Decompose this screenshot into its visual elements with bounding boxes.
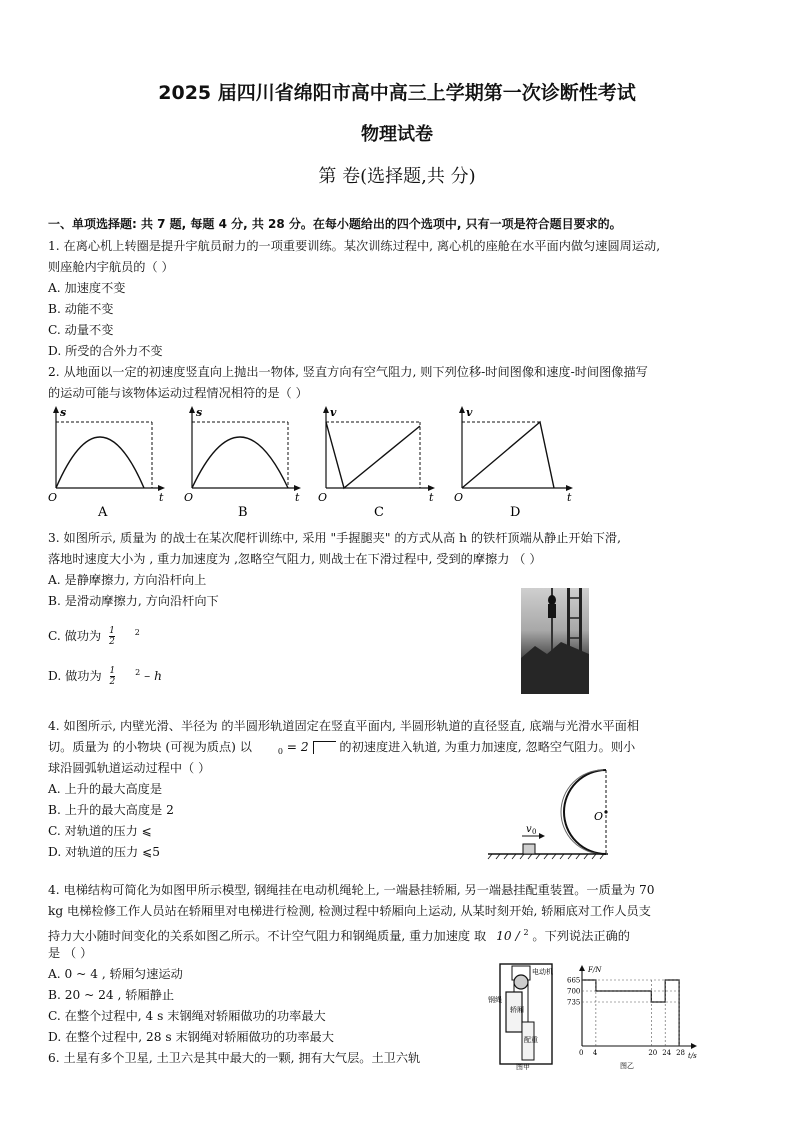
q5-stem-line3-pre: 持力大小随时间变化的关系如图乙所示。不计空气阻力和钢绳质量, 重力加速度 取 (48, 929, 487, 944)
chart-caption: 图乙 (620, 1062, 634, 1070)
q4-stem-line1: 4. 如图所示, 内壁光滑、半径为 的半圆形轨道固定在竖直平面内, 半圆形轨道的直径竖直, 底端与光滑水平面相 (48, 719, 640, 733)
elevator-diagram (486, 962, 562, 1070)
q5-g-sup: 2 (523, 928, 529, 937)
x-tick-label-4: 4 (592, 1049, 598, 1057)
q4-option-a: A. 上升的最大高度是 (48, 782, 163, 796)
q3-option-a: A. 是静摩擦力, 方向沿杆向上 (48, 573, 207, 587)
graph-b (184, 406, 301, 520)
q5-option-d: D. 在整个过程中, 28 s 末钢绳对轿厢做功的功率最大 (48, 1030, 334, 1044)
q3-stem-line2: 落地时速度大小为 , 重力加速度为 ,忽略空气阻力, 则战士在下滑过程中, 受到的摩擦力 （ ） (48, 552, 542, 566)
photo-illustration (521, 588, 589, 694)
graph-a-xaxis: t (159, 491, 164, 504)
frac-num: 1 (109, 626, 115, 637)
climbing-soldier-photo (521, 588, 589, 694)
q5-option-b: B. 20 ~ 24 , 轿厢静止 (48, 988, 175, 1002)
q5-option-a: A. 0 ~ 4 , 轿厢匀速运动 (48, 967, 183, 981)
graph-d-origin: O (454, 491, 464, 504)
graph-a-label: A (98, 505, 108, 520)
q4-v0-eq: = 2 (286, 740, 309, 754)
q4-v0-sub: 0 (277, 747, 283, 757)
graph-b-label: B (238, 505, 248, 520)
q4-stem-line2-pre: 切。质量为 的小物块 (可视为质点) 以 (48, 740, 252, 754)
fig-center-label: O (594, 810, 604, 823)
sqrt-sign (313, 741, 336, 754)
y-tick-label-665: 735 (567, 998, 581, 1007)
q3-option-b: B. 是滑动摩擦力, 方向沿杆向下 (48, 594, 219, 608)
q4-option-d: D. 对轨道的压力 ⩽5 (48, 845, 161, 859)
q6-stem-line1: 6. 土星有多个卫星, 土卫六是其中最大的一颗, 拥有大气层。土卫六轨 (48, 1051, 421, 1065)
volume-heading: 第 卷(选择题,共 分) (318, 166, 476, 187)
rope-label: 钢绳 (488, 996, 502, 1004)
graph-c (318, 406, 435, 520)
q5-stem-line3 (48, 922, 630, 947)
q1-option-d: D. 所受的合外力不变 (48, 344, 163, 358)
q3-option-c (48, 622, 140, 647)
graph-b-yaxis: s (196, 406, 203, 419)
x-tick-label-20: 20 (648, 1049, 658, 1057)
q4-stem-line3: 球沿圆弧轨道运动过程中（ ） (48, 761, 211, 775)
graph-a (48, 406, 165, 520)
y-tick-label-735: 665 (567, 976, 581, 985)
motor-label: 电动机 (532, 968, 553, 976)
force-time-chart (566, 962, 706, 1070)
jia-caption: 图甲 (516, 1063, 530, 1070)
section-heading: 一、单项选择题: 共 7 题, 每题 4 分, 共 28 分。在每小题给出的四个选项中, 只有一项是符合题目要求的。 (48, 217, 622, 231)
graph-c-label: C (374, 505, 384, 520)
q3-option-d-sup: 2 (135, 668, 141, 677)
x-tick-label-28: 28 (676, 1049, 685, 1057)
q3-stem-line1: 3. 如图所示, 质量为 的战士在某次爬杆训练中, 采用 "手握腿夹" 的方式从高 h 的铁杆顶端从静止开始下滑, (48, 531, 621, 545)
chart-marks (567, 977, 685, 1058)
exam-title: 2025 届四川省绵阳市高中高三上学期第一次诊断性考试 (158, 82, 636, 104)
frac-num: 1 (109, 666, 116, 677)
q5-stem-line3-post: 。下列说法正确的 (532, 929, 630, 944)
chart-ylabel: F/N (588, 966, 602, 974)
graph-c-xaxis: t (429, 491, 434, 504)
graph-d-yaxis: v (466, 406, 473, 419)
q1-option-b: B. 动能不变 (48, 302, 114, 316)
graph-b-xaxis: t (295, 491, 300, 504)
q5-stem-line4: 是 （ ） (48, 946, 93, 960)
q4-stem-line2-post: 的初速度进入轨道, 为重力加速度, 忽略空气阻力。则小 (339, 740, 636, 754)
q5-option-c: C. 在整个过程中, 4 s 末钢绳对轿厢做功的功率最大 (48, 1009, 326, 1023)
frac-den: 2 (109, 637, 115, 648)
q5-stem-line1: 4. 电梯结构可简化为如图甲所示模型, 钢绳挂在电动机绳轮上, 一端悬挂轿厢, 另一端悬挂配重装置。一质量为 70 (48, 883, 655, 897)
q3-option-c-fraction (109, 626, 115, 647)
q3-option-d-fraction (110, 666, 116, 687)
q5-stem-line2: kg 电梯检修工作人员站在轿厢里对电梯进行检测, 检测过程中轿厢向上运动, 从某时刻开始, 轿厢底对工作人员支 (48, 904, 651, 918)
q3-option-d (48, 662, 162, 687)
q4-option-b: B. 上升的最大高度是 2 (48, 803, 174, 817)
graph-d (454, 406, 573, 520)
q3-option-c-label: C. 做功为 (48, 629, 102, 644)
q1-stem-line2: 则座舱内宇航员的（ ） (48, 260, 174, 274)
chart-xlabel: t/s (688, 1052, 697, 1060)
y-tick-label-700: 700 (567, 987, 581, 996)
graph-c-yaxis: v (330, 406, 337, 419)
cabin-label: 轿厢 (510, 1006, 524, 1014)
fig-v0-label: v (526, 824, 532, 835)
graph-b-origin: O (184, 491, 194, 504)
counterweight-label: 配重 (524, 1036, 538, 1044)
q1-option-a: A. 加速度不变 (48, 281, 126, 295)
graph-a-origin: O (48, 491, 58, 504)
graph-c-origin: O (318, 491, 328, 504)
q1-option-c: C. 动量不变 (48, 323, 114, 337)
q3-option-d-label: D. 做功为 (48, 669, 102, 684)
q3-option-c-sup: 2 (134, 628, 140, 637)
q5-g-value: 10 / (496, 929, 520, 944)
paper-subtitle: 物理试卷 (361, 124, 433, 145)
q2-graphs (40, 404, 760, 522)
frac-den: 2 (109, 677, 116, 688)
graph-d-xaxis: t (567, 491, 572, 504)
q4-option-c: C. 对轨道的压力 ⩽ (48, 824, 152, 838)
force-series-line (582, 980, 679, 1046)
q1-stem-line1: 1. 在离心机上转圈是提升宇航员耐力的一项重要训练。某次训练过程中, 离心机的座舱在水平面内做匀速圆周运动, (48, 239, 661, 253)
x-tick-label-0: 0 (579, 1049, 584, 1057)
q3-option-d-tail: – h (144, 669, 162, 684)
q2-stem-line2: 的运动可能与该物体运动过程情况相符的是（ ） (48, 386, 308, 400)
graph-d-label: D (510, 505, 521, 520)
q2-stem-line1: 2. 从地面以一定的初速度竖直向上抛出一物体, 竖直方向有空气阻力, 则下列位移-时间图像和速度-时间图像描写 (48, 365, 648, 379)
graph-a-yaxis: s (60, 406, 67, 419)
fig-v0-sub: 0 (532, 828, 537, 836)
semicircle-track-figure (486, 766, 686, 860)
x-tick-label-24: 24 (662, 1049, 672, 1057)
